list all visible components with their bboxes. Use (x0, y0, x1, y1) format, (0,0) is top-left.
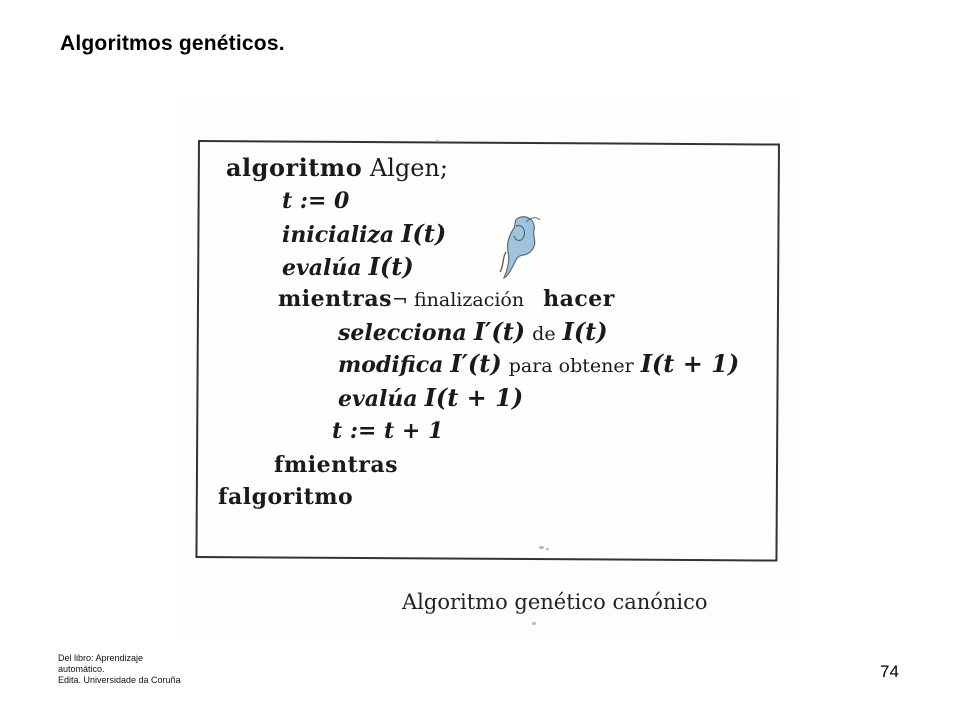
keyword-fmientras: fmientras (274, 452, 398, 478)
keyword-inicializa: inicializa (282, 222, 395, 248)
keyword-evalua: evalúa (282, 255, 362, 281)
algorithm-header-line (226, 153, 448, 182)
scan-speck (539, 546, 544, 549)
keyword-evalua-next: evalúa (338, 386, 418, 412)
end-algorithm-line (218, 486, 353, 509)
assign-step: t := t + 1 (332, 418, 444, 444)
modify-target: I′(t) (450, 349, 502, 378)
initialize-line (282, 219, 447, 248)
while-condition: ¬ finalización (392, 289, 525, 311)
keyword-modifica: modifica (338, 352, 444, 378)
credit-line-3: Edita. Universidade da Coruña (58, 675, 181, 685)
assign-init: t := 0 (282, 188, 350, 214)
select-source: I(t) (562, 317, 608, 346)
select-line (338, 317, 608, 346)
while-line (278, 288, 615, 311)
keyword-falgoritmo: falgoritmo (218, 484, 354, 510)
eval-argument: I(t) (368, 252, 414, 281)
slide-title: Algoritmos genéticos. (60, 32, 285, 55)
keyword-selecciona: selecciona (338, 320, 467, 346)
keyword-algoritmo: algoritmo (226, 153, 363, 182)
evaluate-line (282, 252, 414, 281)
assign-step-line (332, 420, 443, 443)
keyword-hacer: hacer (543, 286, 615, 312)
modify-line (338, 349, 740, 378)
source-credit (58, 653, 181, 686)
keyword-mientras: mientras (278, 286, 393, 312)
figure-caption: Algoritmo genético canónico (402, 590, 708, 614)
credit-line-2: automático. (58, 664, 105, 674)
eval-next-argument: I(t + 1) (424, 383, 524, 412)
assign-init-line (282, 190, 349, 213)
scan-speck (546, 548, 549, 550)
scan-speck (436, 140, 439, 142)
select-from: de (532, 323, 556, 345)
init-argument: I(t) (401, 219, 447, 248)
modify-result: I(t + 1) (640, 349, 740, 378)
select-target: I′(t) (473, 317, 526, 346)
end-while-line (274, 454, 398, 477)
modify-purpose: para obtener (508, 355, 634, 377)
evaluate-next-line (338, 383, 524, 412)
algorithm-name: Algen; (369, 154, 448, 182)
credit-line-1: Del libro: Aprendizaje (58, 653, 144, 663)
scan-smudge-image (496, 212, 548, 282)
scan-speck (532, 622, 536, 625)
page-number: 74 (880, 662, 899, 681)
